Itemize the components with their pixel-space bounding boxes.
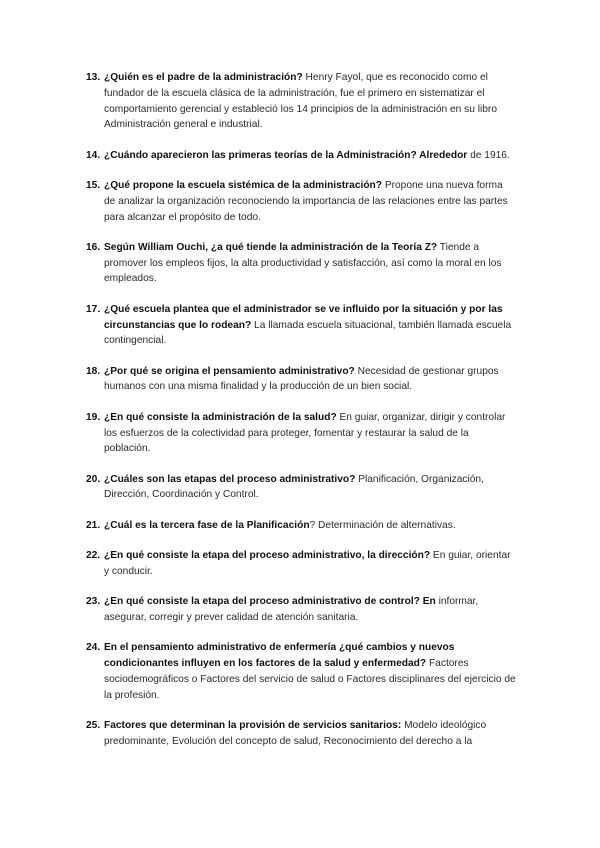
question-text: ¿Cuáles son las etapas del proceso administrativo?: [104, 473, 356, 485]
question-item-17: [86, 302, 516, 349]
question-item-19: [86, 410, 516, 457]
question-number: 22.: [86, 550, 101, 562]
question-number: 19.: [86, 411, 101, 423]
question-item-16: [86, 240, 516, 287]
question-item-14: [86, 148, 516, 164]
question-number: 24.: [86, 642, 101, 654]
answer-text: Planificación, Organización, Dirección, Coordinación y Control.: [104, 473, 484, 501]
question-item-24: [86, 640, 516, 703]
answer-text: Necesidad de gestionar grupos humanos con una misma finalidad y la producción de un bien social.: [104, 365, 499, 393]
question-number: 18.: [86, 365, 101, 377]
question-item-25: [86, 718, 516, 750]
answer-text: Henry Fayol, que es reconocido como el fundador de la escuela clásica de la administración, fue el primero en sistematizar el comportamiento gerencial y estableció los 14 principios de la administración en su libro Administración general e industrial.: [104, 72, 497, 131]
question-number: 20.: [86, 473, 101, 485]
answer-text: de 1916.: [467, 149, 510, 161]
question-item-20: [86, 472, 516, 504]
question-number: 13.: [86, 72, 101, 83]
answer-text: Tiende a promover los empleos fijos, la alta productividad y satisfacción, así como la moral en los empleados.: [104, 241, 502, 285]
answer-text: Modelo ideológico predominante, Evolución del concepto de salud, Reconocimiento del derecho a la: [104, 719, 487, 747]
question-text: ¿Qué escuela plantea que el administrador se ve influido por la situación y por las circunstancias que lo rodean?: [104, 303, 503, 331]
question-text: ¿En qué consiste la etapa del proceso administrativo, la dirección?: [104, 550, 431, 562]
answer-text: ? Determinación de alternativas.: [309, 519, 456, 531]
answer-text: En guiar, organizar, dirigir y controlar los esfuerzos de la colectividad para proteger, fomentar y restaurar la salud de la población.: [104, 411, 506, 455]
question-text: En el pensamiento administrativo de enfermería ¿qué cambios y nuevos condicionantes influyen en los factores de la salud y enfermedad?: [104, 642, 455, 670]
question-item-21: [86, 518, 516, 534]
question-item-15: [86, 178, 516, 225]
question-number: 21.: [86, 519, 101, 531]
question-number: 23.: [86, 596, 101, 608]
question-item-13: [86, 70, 516, 133]
question-item-23: [86, 594, 516, 626]
question-number: 25.: [86, 719, 101, 731]
answer-text: La llamada escuela situacional, también llamada escuela contingencial.: [104, 319, 512, 347]
question-text: ¿En qué consiste la etapa del proceso administrativo de control? En: [104, 596, 436, 608]
answer-text: Propone una nueva forma de analizar la organización reconociendo la importancia de las relaciones entre las partes para alcanzar el propósito de todo.: [104, 179, 508, 223]
question-text: ¿En qué consiste la administración de la salud?: [104, 411, 337, 423]
question-text: Factores que determinan la provisión de servicios sanitarios:: [104, 719, 402, 731]
question-text: ¿Cuándo aparecieron las primeras teorías de la Administración? Alrededor: [104, 149, 468, 161]
question-number: 14.: [86, 149, 101, 161]
question-number: 16.: [86, 241, 101, 253]
answer-text: Factores sociodemográficos o Factores del servicio de salud o Factores disciplinares del ejercicio de la profesión.: [104, 658, 516, 701]
question-text: ¿Quién es el padre de la administración?: [104, 72, 303, 83]
answer-text: En guiar, orientar y conducir.: [104, 550, 511, 577]
question-item-18: [86, 364, 516, 396]
question-text: ¿Por qué se origina el pensamiento administrativo?: [104, 365, 355, 377]
question-number: 15.: [86, 179, 101, 191]
question-text: ¿Cuál es la tercera fase de la Planificación: [104, 519, 310, 531]
question-item-22: [86, 548, 516, 580]
question-list: [86, 70, 516, 764]
question-text: Según William Ouchi, ¿a qué tiende la administración de la Teoría Z?: [104, 241, 438, 253]
question-text: ¿Qué propone la escuela sistémica de la administración?: [104, 179, 382, 191]
question-number: 17.: [86, 303, 101, 315]
answer-text: informar, asegurar, corregir y prever calidad de atención sanitaria.: [104, 596, 479, 623]
